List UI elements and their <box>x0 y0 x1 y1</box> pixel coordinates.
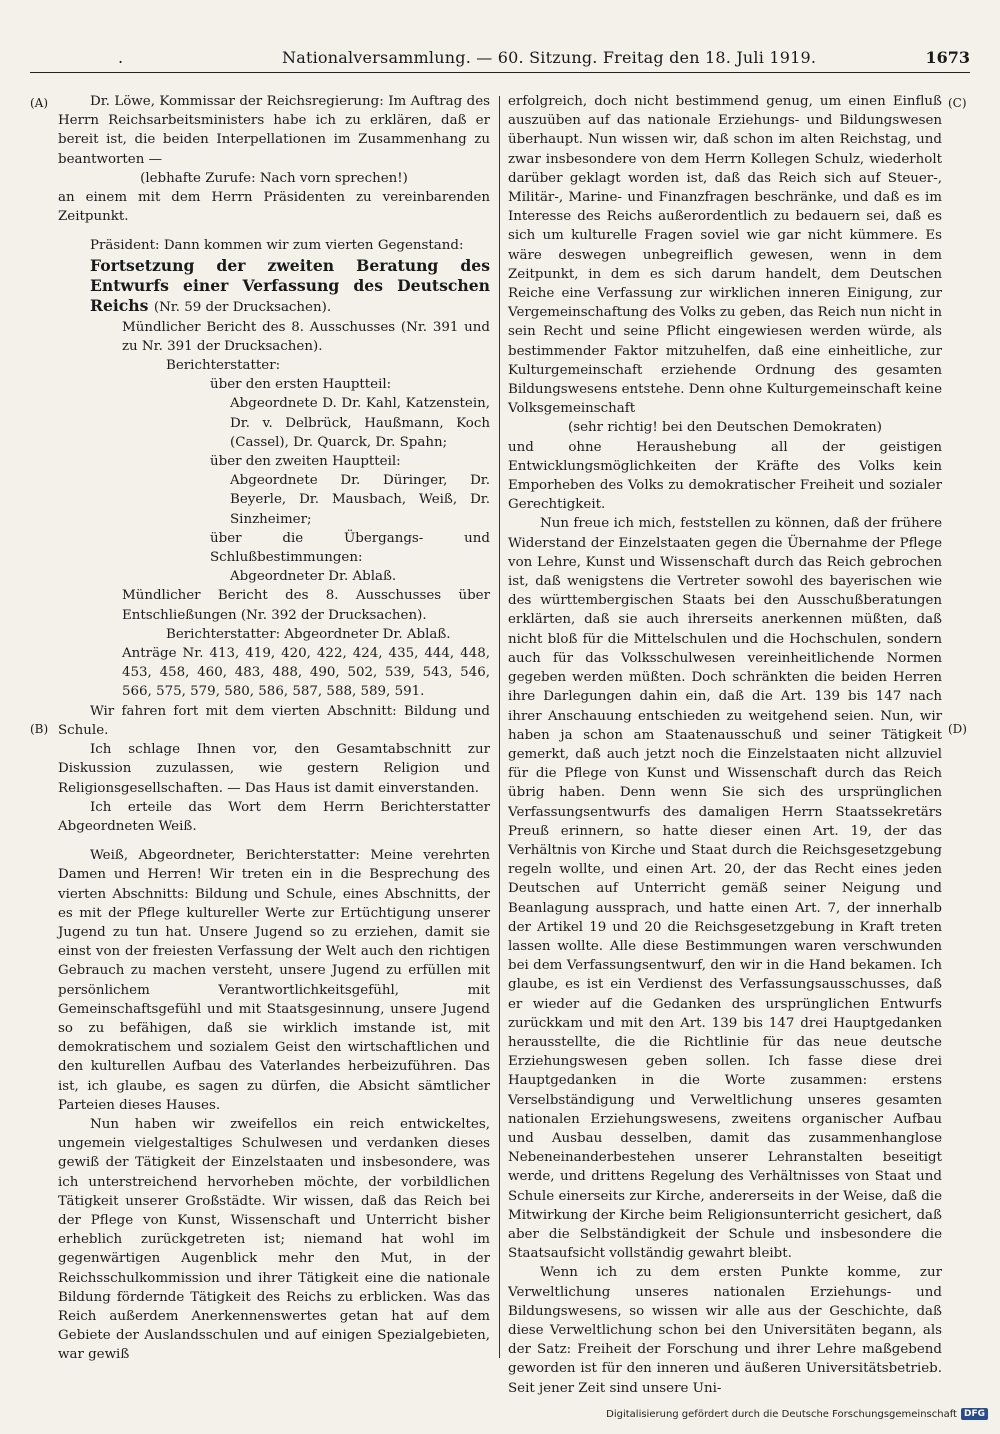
part-1-names: Abgeordnete D. Dr. Kahl, Katzenstein, Dr. v. Delbrück, Haußmann, Koch (Cassel), Dr. Quarck, Dr. Spahn; <box>230 396 490 450</box>
part-2-label: über den zweiten Hauptteil: <box>210 454 401 470</box>
grant-floor: Ich erteile das Wort dem Herrn Berichterstatter Abgeordneten Weiß. <box>58 799 490 834</box>
margin-marker-a: (A) <box>30 96 49 110</box>
interjection-1: (lebhafte Zurufe: Nach vorn sprechen!) <box>140 170 408 186</box>
part-3-label: über die Übergangs- und Schlußbestimmungen: <box>210 530 490 566</box>
president-statement: Präsident: Dann kommen wir zum vierten Gegenstand: <box>90 238 464 254</box>
speech-weiss-3-cont: und ohne Heraushebung all der geistigen Entwicklungsmöglichkeiten der Kräfte des Volks kein Emporheben des Volks zu demokratischer Freiheit und sozialer Gerechtigkeit. <box>508 439 942 513</box>
column-divider <box>499 96 500 1358</box>
digitization-credit <box>606 1408 988 1420</box>
interjection-2: (sehr richtig! bei den Deutschen Demokraten) <box>568 420 882 436</box>
running-head: Nationalversammlung. — 60. Sitzung. Freitag den 18. Juli 1919. <box>282 48 817 67</box>
agenda-title: Fortsetzung der zweiten Beratung des Entwurfs einer Verfassung des Deutschen Reichs (Nr. 59 der Drucksachen). <box>90 255 490 315</box>
margin-marker-d: (D) <box>948 722 967 736</box>
speech-loewe: Dr. Löwe, Kommissar der Reichsregierung: Im Auftrag des Herrn Reichsarbeitsministers habe ich zu erklären, daß er bereit ist, die beiden Interpellationen im Zusammenhang zu beantworten — <box>58 94 490 167</box>
report-2-rapporteur: Berichterstatter: Abgeordneter Dr. Ablaß. <box>166 626 451 642</box>
speech-weiss-3: erfolgreich, doch nicht bestimmend genug, um einen Einfluß auszuüben auf das nationale Erziehungs- und Bildungswesen überhaupt. Nun wissen wir, daß schon im alten Reichstag, und zwar insbesondere von dem Herrn Kollegen Schulz, wiederholt darüber geklagt worden ist, daß das Reich sich auf Steuer-, Militär-, Marine- und Finanzfragen beschränke, und daß es im Interesse des Reichs außerordentlich zu bedauern sei, daß es sich um kulturelle Fragen soviel wie gar nicht kümmere. Es wäre deswegen unbegreiflich gewesen, wenn in dem Zeitpunkt, in dem es sich darum handelt, dem Deutschen Reiche eine Verfassung zur wirklichen inneren Einigung, zur Vergemeinschaftung des Volks zu geben, das Reich nun nicht in sein Recht und seine Pflicht eingewiesen werden würde, als bestimmender Faktor mitzuhelfen, daß eine einheitliche, zur Kulturgemeinschaft erziehende Ordnung des gesamten Bildungswesens entstehe. Denn ohne Kulturgemeinschaft keine Volksgemeinschaft <box>508 94 942 417</box>
motions-list: Anträge Nr. 413, 419, 420, 422, 424, 435, 444, 448, 453, 458, 460, 483, 488, 490, 502, 539, 543, 546, 566, 575, 579, 580, 586, 587, 588, 589, 591. <box>122 646 490 700</box>
report-2: Mündlicher Bericht des 8. Ausschusses über Entschließungen (Nr. 392 der Drucksachen). <box>122 588 490 623</box>
margin-marker-c: (C) <box>948 96 967 110</box>
right-column <box>508 92 942 1398</box>
report-1: Mündlicher Bericht des 8. Ausschusses (Nr. 391 und zu Nr. 391 der Drucksachen). <box>122 319 490 354</box>
part-2-names: Abgeordnete Dr. Düringer, Dr. Beyerle, Dr. Mausbach, Weiß, Dr. Sinzheimer; <box>230 473 490 527</box>
rapporteurs-label: Berichterstatter: <box>166 358 281 374</box>
speech-weiss-5: Wenn ich zu dem ersten Punkte komme, zur Verweltlichung unseres nationalen Erziehungs- und Bildungswesens, so wissen wir alle aus der Geschichte, daß diese Verweltlichung schon bei den Universitäten begann, als der Satz: Freiheit der Forschung und ihrer Lehre maßgebend geworden ist für den inneren und äußeren Universitätsbetrieb. Seit jener Zeit sind unsere Uni- <box>508 1265 942 1396</box>
speech-weiss-4: Nun freue ich mich, feststellen zu können, daß der frühere Widerstand der Einzelstaaten gegen die Übernahme der Pflege von Lehre, Kunst und Wissenschaft durch das Reich gebrochen ist, daß wenigstens die Vertreter sowohl des bayerischen wie des württembergischen Staats bei den Ausschußberatungen erklärten, daß sie auch ihrerseits anerkennen müßten, daß nicht bloß für die Mittelschulen und die Hochschulen, sondern auch für das Volksschulwesen vereinheitlichende Normen gegeben werden müßten. Doch schränkten die beiden Herren ihre Darlegungen dahin ein, daß die Art. 139 bis 147 nach ihrer Anschauung entschieden zu weitgehend seien. Nun, wir haben ja schon am Staatenausschuß und seiner Tätigkeit gemerkt, daß auch jetzt noch die Einzelstaaten nicht allzuviel für die Pflege von Kunst und Wissenschaft durch das Reich übrig haben. Denn wenn Sie sich des ursprünglichen Verfassungsentwurfs des damaligen Herrn Staatssekretärs Preuß erinnern, so hatte dieser einen Art. 19, der das Verhältnis von Kirche und Staat durch die Reichsgesetzgebung regeln wollte, und einen Art. 20, der das Recht eines jeden Deutschen auf Unterricht gemäß seiner Neigung und Beanlagung aussprach, und hatte einen Art. 7, der innerhalb der Artikel 19 und 20 die Reichsgesetzgebung in Kraft treten lassen wollte. Alle diese Bestimmungen waren verschwunden bei dem Verfassungsentwurf, den wir in die Hand bekamen. Ich glaube, es ist ein Verdienst des Verfassungsausschusses, daß er wieder auf die Gedanken des ursprünglichen Entwurfs zurückkam und mit den Art. 139 bis 147 drei Hauptgedanken herausstellte, die die Richtlinie für das neue deutsche Erziehungswesen geben sollen. Ich fasse diese drei Hauptgedanken in die Worte zusammen: erstens Verselbständigung und Verweltlichung unseres gesamten nationalen Erziehungswesens, zweitens organischer Aufbau und Ausbau desselben, damit das zusammenhanglose Nebeneinanderbestehen unserer Lehranstalten beseitigt werde, und drittens Regelung des Verhältnisses von Staat und Schule einerseits zur Kirche, andererseits in der Weise, daß die Mitwirkung der Kirche beim Religionsunterricht gesichert, daß aber die Selbständigkeit der Schule und insbesondere die Staatsaufsicht vollständig gewahrt bleibt. <box>508 516 942 1262</box>
speech-weiss: Weiß, Abgeordneter, Berichterstatter: Meine verehrten Damen und Herren! Wir treten ein in die Besprechung des vierten Abschnitts: Bildung und Schule, eines Abschnitts, der es mit der Pflege kultureller Werte zur Ertüchtigung unserer Jugend zu tun hat. Unsere Jugend so zu erziehen, damit sie einst von der freiesten Verfassung der Welt auch den richtigen Gebrauch zu machen versteht, unsere Jugend zu erfüllen mit persönlichem Verantwortlichkeitsgefühl, mit Gemeinschaftsgefühl und mit Staatsgesinnung, unsere Jugend so zu befähigen, daß sie wirklich imstande ist, mit demokratischem und sozialem Geist den wirtschaftlichen und den kulturellen Aufbau des Vaterlandes herbeizuführen. Das ist, ich glaube, es sagen zu dürfen, die Absicht sämtlicher Parteien dieses Hauses. <box>58 848 490 1113</box>
part-3-names: Abgeordneter Dr. Ablaß. <box>230 569 397 585</box>
left-column <box>58 92 490 1365</box>
continue-section: Wir fahren fort mit dem vierten Abschnitt: Bildung und Schule. <box>58 703 490 738</box>
margin-marker-b: (B) <box>30 722 49 736</box>
header-dot: . <box>118 48 124 67</box>
part-1-label: über den ersten Hauptteil: <box>210 377 392 393</box>
proposal: Ich schlage Ihnen vor, den Gesamtabschnitt zur Diskussion zuzulassen, wie gestern Religion und Religionsgesellschaften. — Das Haus ist damit einverstanden. <box>58 742 490 796</box>
page-header <box>30 48 970 70</box>
credit-text: Digitalisierung gefördert durch die Deutsche Forschungsgemeinschaft <box>606 1408 957 1420</box>
dfg-logo: DFG <box>961 1408 988 1420</box>
speech-loewe-cont: an einem mit dem Herrn Präsidenten zu vereinbarenden Zeitpunkt. <box>58 190 490 225</box>
header-rule <box>30 72 970 73</box>
speech-weiss-2: Nun haben wir zweifellos ein reich entwickeltes, ungemein vielgestaltiges Schulwesen und verdanken dieses gewiß der Tätigkeit der Einzelstaaten und insbesondere, was ich unterstreichend hervorheben möchte, der vorbildlichen Tätigkeit unserer Großstädte. Wir wissen, daß das Reich bei der Pflege von Kunst, Wissenschaft und Unterricht bisher erheblich zurückgetreten ist; niemand hat wohl im gegenwärtigen Augenblick mehr den Mut, in der Reichsschulkommission und ihrer Tätigkeit eine die nationale Bildung fördernde Tätigkeit des Reichs zu erblicken. Was das Reich außerdem Anerkennenswertes getan hat auf dem Gebiete der Auslandsschulen und auf einigen Spezialgebieten, war gewiß <box>58 1116 490 1363</box>
page-number: 1673 <box>925 48 970 67</box>
